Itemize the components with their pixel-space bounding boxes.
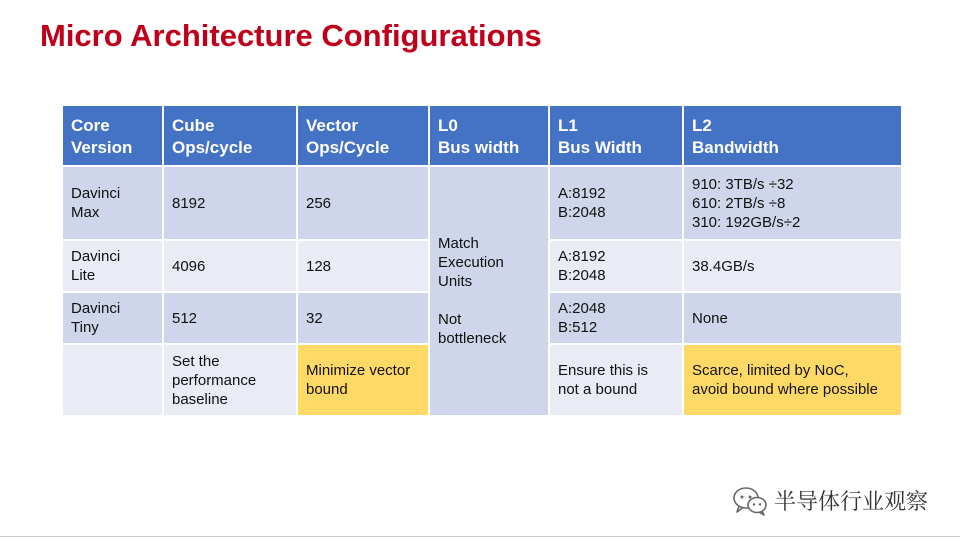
cell-vector: 32 — [297, 292, 429, 344]
header-core-version: Core Version — [62, 105, 163, 166]
header-l2-bandwidth: L2 Bandwidth — [683, 105, 902, 166]
cell-core: Davinci Max — [62, 166, 163, 240]
cell-core: Davinci Tiny — [62, 292, 163, 344]
note-vector: Minimize vector bound — [297, 344, 429, 416]
cell-l2: 38.4GB/s — [683, 240, 902, 292]
cell-vector: 128 — [297, 240, 429, 292]
table-row — [62, 166, 902, 240]
cell-l1: A:2048 B:512 — [549, 292, 683, 344]
header-l1-bus-width: L1 Bus Width — [549, 105, 683, 166]
wechat-icon — [732, 486, 768, 516]
cell-l2: 910: 3TB/s ÷32 610: 2TB/s ÷8 310: 192GB/s÷2 — [683, 166, 902, 240]
cell-l0-merged: Match Execution Units Not bottleneck — [429, 166, 549, 416]
watermark — [732, 485, 928, 516]
slide-title: Micro Architecture Configurations — [40, 18, 542, 53]
header-vector-ops: Vector Ops/Cycle — [297, 105, 429, 166]
note-l1: Ensure this is not a bound — [549, 344, 683, 416]
note-l2: Scarce, limited by NoC, avoid bound where possible — [683, 344, 902, 416]
note-cube: Set the performance baseline — [163, 344, 297, 416]
cell-l2: None — [683, 292, 902, 344]
cell-cube: 512 — [163, 292, 297, 344]
cell-empty — [62, 344, 163, 416]
header-cube-ops: Cube Ops/cycle — [163, 105, 297, 166]
cell-l1: A:8192 B:2048 — [549, 166, 683, 240]
cell-cube: 8192 — [163, 166, 297, 240]
cell-l1: A:8192 B:2048 — [549, 240, 683, 292]
cell-core: Davinci Lite — [62, 240, 163, 292]
header-row — [62, 105, 902, 166]
bottom-divider — [0, 536, 960, 537]
cell-vector: 256 — [297, 166, 429, 240]
watermark-text: 半导体行业观察 — [773, 490, 928, 515]
config-table — [61, 104, 903, 417]
cell-cube: 4096 — [163, 240, 297, 292]
header-l0-bus-width: L0 Bus width — [429, 105, 549, 166]
